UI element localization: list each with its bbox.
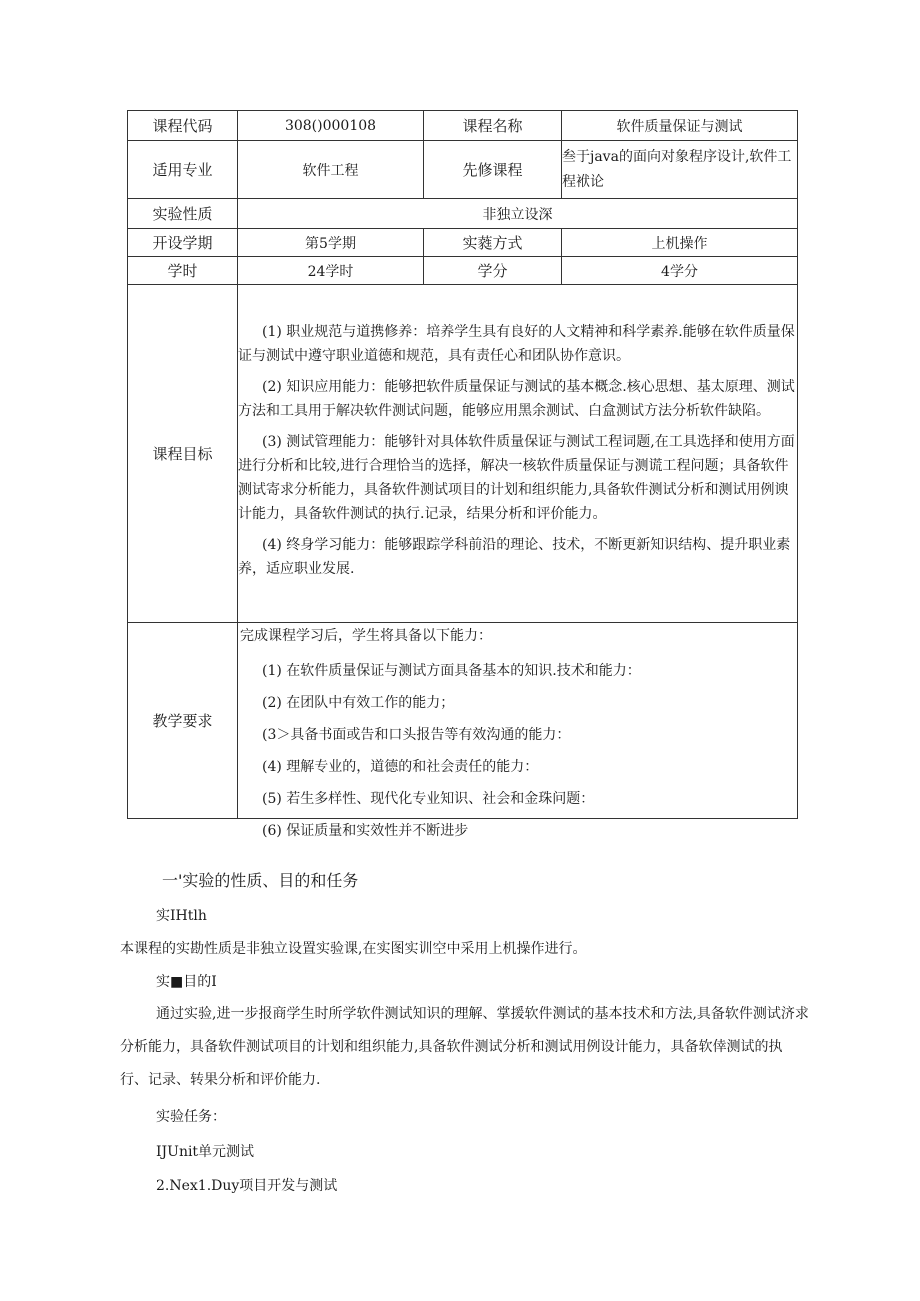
goals-content xyxy=(238,285,798,623)
major-label: 适用专业 xyxy=(128,141,238,199)
requirement-item: (1) 在软件质量保证与测试方面具备基本的知识.技术和能力： xyxy=(262,663,641,679)
requirement-item: (4) 理解专业的，道德的和社会责任的能力： xyxy=(262,759,539,775)
section-heading: 一'实验的性质、目的和任务 xyxy=(162,871,359,890)
hours-label: 学时 xyxy=(128,257,238,285)
credit-value: 4学分 xyxy=(562,257,798,285)
goals-label: 课程目标 xyxy=(128,285,238,623)
nature-value: 非独立设深 xyxy=(238,199,798,229)
hours-value: 24学时 xyxy=(238,257,424,285)
nature-label: 实验性质 xyxy=(128,199,238,229)
credit-label: 学分 xyxy=(424,257,562,285)
requirements-label: 教学要求 xyxy=(128,623,238,819)
prereq-value: 叁于java的面向对象程序设计,软件工程袱论 xyxy=(562,141,798,199)
requirement-item: (3＞具备书面或告和口头报告等有效沟通的能力： xyxy=(262,727,571,743)
table-row xyxy=(128,285,798,623)
course-code-value: 308()000108 xyxy=(238,111,424,141)
term-label: 开设学期 xyxy=(128,229,238,257)
course-info-table xyxy=(127,110,798,839)
goal-item: (2) 知识应用能力：能够把软件质量保证与测试的基本概念.核心思想、基太原理、测试方法和工具用于解决软件测试问题，能够应用黑余测试、白盒测试方法分析软件缺陷。 xyxy=(238,378,795,419)
course-code-label: 课程代码 xyxy=(128,111,238,141)
goal-item: (1) 职业规范与道携修养：培养学生具有良好的人文精神和科学素养.能够在软件质量保证与测试中遵守职业道德和规范，具有责任心和团队协作意识。 xyxy=(238,323,795,364)
major-value: 软件工程 xyxy=(238,141,424,199)
purpose-heading: 实■目的I xyxy=(156,974,217,990)
table-row xyxy=(128,141,798,199)
requirements-intro: 完成课程学习后，学生将具备以下能力： xyxy=(240,628,492,644)
requirement-item: (6) 保证质量和实效性并不断进步 xyxy=(262,823,469,839)
table-row xyxy=(128,199,798,229)
table-row xyxy=(128,111,798,141)
requirement-item: (2) 在团队中有效工作的能力； xyxy=(262,695,455,711)
tasks-heading: 实验任务： xyxy=(156,1109,226,1125)
requirements-cell xyxy=(238,623,798,839)
task-item: 2.Nex1.Duy项目开发与测试 xyxy=(156,1178,338,1194)
purpose-text: 通过实验,进一步报商学生时所学软件测试知识的理解、掌援软件测试的基本技术和方法,具备软件测试济求分析能力，具备软件测试项目的计划和组织能力,具备软件测试分析和测试用例设计能力，具备软倖测试的执行、记录、转果分析和评价能力. xyxy=(120,1006,809,1088)
nature-text: 本课程的实勘性质是非独立设置实验课,在实图实训空中采用上机操作进行。 xyxy=(120,941,587,957)
course-name-label: 课程名称 xyxy=(424,111,562,141)
table-row xyxy=(128,229,798,257)
course-name-value: 软件质量保证与测试 xyxy=(562,111,798,141)
nature-heading: 实IHtlh xyxy=(156,908,207,924)
mode-label: 实蕤方式 xyxy=(424,229,562,257)
requirements-content xyxy=(238,623,797,839)
task-item: IJUnit单元测试 xyxy=(156,1144,255,1160)
table-row xyxy=(128,623,798,819)
goal-item: (4) 终身学习能力：能够跟踪学科前沿的理论、技术，不断更新知识结构、提升职业素养，适应职业发展. xyxy=(238,536,791,577)
table-row xyxy=(128,257,798,285)
mode-value: 上机操作 xyxy=(562,229,798,257)
term-value: 第5学期 xyxy=(238,229,424,257)
goal-item: (3) 测试管理能力：能够针对具体软件质量保证与测试工程词题,在工具选择和使用方面进行分析和比较,进行合理恰当的选择，解决一核软件质量保证与测谎工程问题；具备软件测试寄求分析能力，具备软件测试项目的计划和组织能力,具备软件测试分析和测试用例谀计能力，具备软件测试的执行.记录，结果分析和评价能力。 xyxy=(238,433,795,522)
prereq-label: 先修课程 xyxy=(424,141,562,199)
requirement-item: (5) 若生多样性、现代化专业知识、社会和金珠问题： xyxy=(262,791,595,807)
